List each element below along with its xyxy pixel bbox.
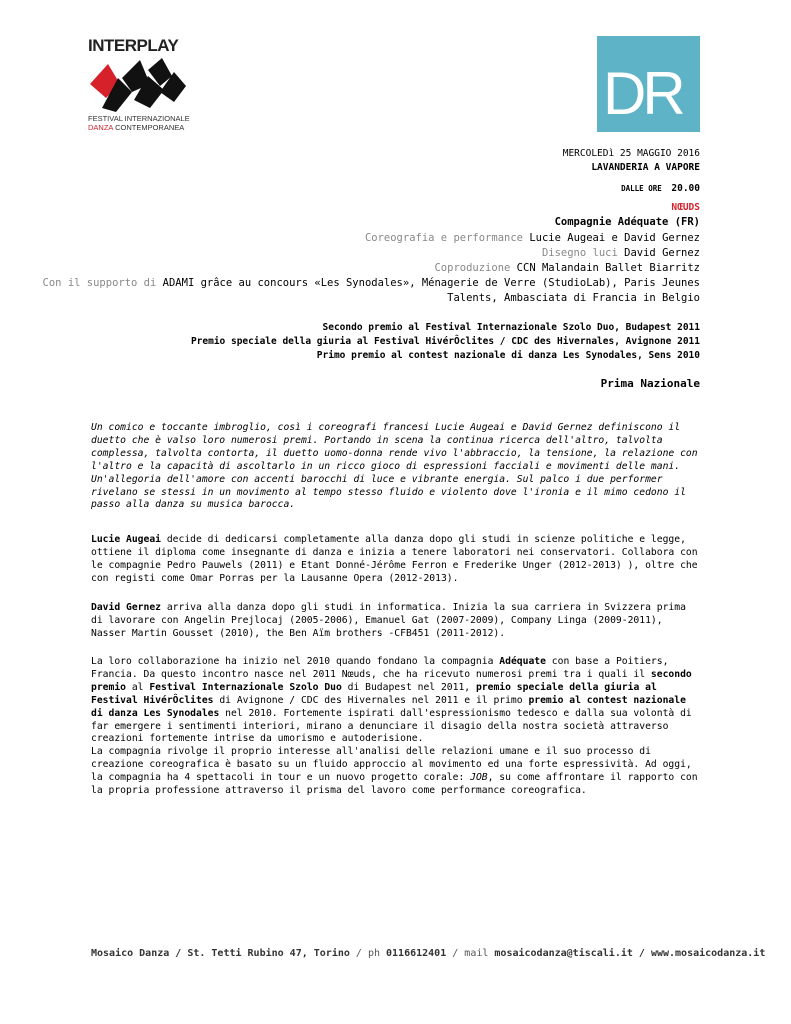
collaboration-paragraph: La loro collaborazione ha inizio nel 2010 quando fondano la compagnia Adéquate con base a Poitiers, Francia. Da questo incontro nasce nel 2011 Nœuds, che ha ricevuto numerosi premi tra i quali il secondo premio al Festival Internazionale Szolo Duo di Budapest nel 2011, premio speciale della giuria al Festival HivérÔclites di Avignone / CDC des Hivernales nel 2011 e il primo premio al contest nazionale di danza Les Synodales nel 2010. Fortemente ispirati dall'espressionismo tedesco e dalla sua volontà di far emergere i sentimenti interiori, mirano a denunciare il disagio della nostra società attraverso creazioni fortemente intrise da umorismo e autoderisione. La compagnia rivolge il proprio interesse all'analisi delle relazioni umane e il suo processo di creazione coreografica è basato su un fluido approccio al movimento ed una forte espressività. Ad oggi, la compagnia ha 4 spettacoli in tour e un nuovo progetto corale: JOB, su come affrontare il rapporto con la propria professione attraverso il prisma del lavoro come performance coreografica. [91,656,698,797]
event-date: MERCOLEDì 25 MAGGIO 2016 [562,148,700,159]
dr-logo [597,36,700,132]
email-link[interactable]: mosaicodanza@tiscali.it [494,948,633,959]
website-link[interactable]: www.mosaicodanza.it [650,948,766,959]
bio-david-gernez: David Gernez arriva alla danza dopo gli studi in informatica. Inizia la sua carriera in Svizzera prima di lavorare con Angelin Prejlocaj (2005-2006), Emanuel Gat (2007-2009), Company Linga (2009-2011), Nasser Martin Gousset (2010), the Ben Aïm brothers -CFB451 (2011-2012). [91,602,686,639]
logo-title: INTERPLAY [88,36,179,55]
coproduction-credit: Coproduzione CCN Malandain Ballet Biarritz [434,262,700,274]
support-credit: Con il supporto di ADAMI grâce au concours «Les Synodales», Ménagerie de Verre (StudioLab), Paris Jeunes [42,277,700,289]
logo-graphic [88,56,188,114]
support-credit-cont: Talents, Ambasciata di Francia in Belgio [447,292,700,304]
choreography-credit: Coreografia e performance Lucie Augeai e David Gernez [364,232,700,244]
event-venue: LAVANDERIA A VAPORE [591,162,700,173]
award-item: Secondo premio al Festival Internazionale Szolo Duo, Budapest 2011 [322,322,700,333]
lighting-credit: Disegno luci David Gernez [541,247,700,259]
event-time: DALLE ORE 20.00 [621,183,700,194]
company-name: Compagnie Adéquate (FR) [554,216,700,228]
footer-contact: Mosaico Danza / St. Tetti Rubino 47, Torino / ph 0116612401 / mail mosaicodanza@tiscali.it / www.mosaicodanza.it [91,948,766,959]
dr-logo-text: DR [603,60,682,127]
show-title: NŒUDS [671,202,700,213]
interplay-logo [88,36,198,136]
award-item: Premio speciale della giuria al Festival HivérÔclites / CDC des Hivernales, Avignone 2011 [190,336,700,347]
logo-subtitle: FESTIVAL INTERNAZIONALE DANZA CONTEMPORANEA [88,114,190,132]
intro-paragraph: Un comico e toccante imbroglio, così i coreografi francesi Lucie Augeai e David Gernez definiscono il duetto che è valso loro numerosi premi. Portando in scena la continua ricerca dell'altro, talvolta complessa, talvolta contorta, il duetto uomo-donna rende vivo l'abbraccio, la tensione, la relazione con l'altro e la capacità di ascoltarlo in un ricco gioco di espressioni facciali e movimenti delle mani. Un'allegoria dell'amore con accenti barocchi di luce e vibrante energia. Sul palco i due performer rivelano se stessi in un movimento al tempo stesso fluido e violento dove l'ironia e il mimo cedono il passo alla danza su musica barocca. [91,422,698,511]
award-item: Primo premio al contest nazionale di danza Les Synodales, Sens 2010 [316,350,700,361]
bio-lucie-augeai: Lucie Augeai decide di dedicarsi completamente alla danza dopo gli studi in scienze politiche e legge, ottiene il diploma come insegnante di danza e inizia a tenere laboratori nei conservatori. Collabora con le compagnie Pedro Pauwels (2011) e Etant Donné-Jérôme Ferron e Frederike Unger (2012-2013) ), oltre che con registi come Omar Porras per la Lausanne Opera (2012-2013). [91,534,698,584]
premiere-label: Prima Nazionale [600,377,700,390]
